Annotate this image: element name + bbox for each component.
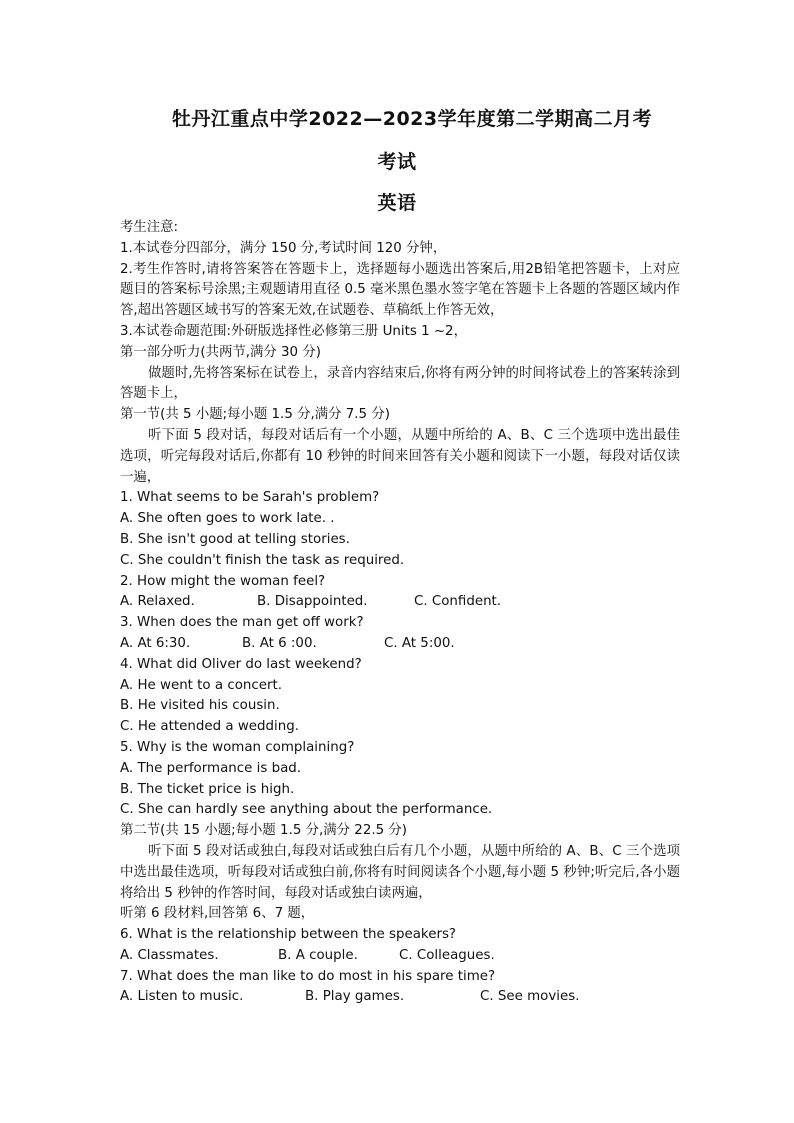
notice-item: 1.本试卷分四部分，满分 150 分,考试时间 120 分钟， [120,240,447,256]
option-2c: C. Confident. [414,594,502,610]
option-3c: C. At 5:00. [384,635,455,651]
option-6b: B. A couple. [278,947,358,963]
part-heading: 第一部分听力(共两节,满分 30 分) [120,344,321,360]
option-4a: A. He went to a concert. [120,677,283,693]
option-4c: C. He attended a wedding. [120,719,299,735]
question-6: 6. What is the relationship between the speakers? [120,927,457,943]
option-7a: A. Listen to music. [120,989,244,1005]
question-4: 4. What did Oliver do last weekend? [120,656,362,672]
option-3b: B. At 6 :00. [242,635,317,651]
option-2b: B. Disappointed. [257,594,368,610]
exam-body [120,218,680,1008]
option-3a: A. At 6:30. [120,635,191,651]
notice-item: 2.考生作答时,请将答案答在答题卡上，选择题每小题选出答案后,用2B铅笔把答题卡，上对应题目的答案标号涂黑;主观题请用直径 0.5 毫米黑色墨水签字笔在答题卡上各题的答题区域内作答,超出答题区域书写的答案无效,在试题卷、草稿纸上作答无效， [120,261,680,319]
notice-item: 3.本试卷命题范围:外研版选择性必修第三册 Units 1 ~2， [120,323,467,339]
option-5b: B. The ticket price is high. [120,781,295,797]
option-6a: A. Classmates. [120,947,219,963]
option-1b: B. She isn't good at telling stories. [120,531,350,547]
exam-title-continued: 考试 [377,151,417,173]
question-1: 1. What seems to be Sarah's problem? [120,490,380,506]
section-instruction: 听下面 5 段对话，每段对话后有一个小题，从题中所给的 A、B、C 三个选项中选出最佳选项，听完每段对话后,你都有 10 秒钟的时间来回答有关小题和阅读下一小题，每段对话仅读一遍， [120,427,680,485]
part-instruction: 做题时,先将答案标在试卷上，录音内容结束后,你将有两分钟的时间将试卷上的答案转涂到答题卡上， [120,365,680,402]
options-row-2 [120,592,680,613]
material-note: 听第 6 段材料,回答第 6、7 题， [120,906,315,922]
option-4b: B. He visited his cousin. [120,698,280,714]
option-5c: C. She can hardly see anything about the performance. [120,802,493,818]
options-row-6 [120,946,680,967]
section-instruction: 听下面 5 段对话或独白,每段对话或独白后有几个小题，从题中所给的 A、B、C 三个选项中选出最佳选项，听每段对话或独白前,你将有时间阅读各个小题,每小题 5 秒钟;听完后,各小题将给出 5 秒钟的作答时间，每段对话或独白读两遍， [120,843,680,901]
section-heading: 第一节(共 5 小题;每小题 1.5 分,满分 7.5 分) [120,407,390,423]
option-7b: B. Play games. [305,989,405,1005]
section-heading: 第二节(共 15 小题;每小题 1.5 分,满分 22.5 分) [120,823,407,839]
option-5a: A. The performance is bad. [120,760,302,776]
question-2: 2. How might the woman feel? [120,573,326,589]
question-3: 3. When does the man get off work? [120,615,364,631]
option-6c: C. Colleagues. [399,947,495,963]
option-1a: A. She often goes to work late. . [120,511,335,527]
options-row-3 [120,634,680,655]
option-7c: C. See movies. [480,989,580,1005]
question-5: 5. Why is the woman complaining? [120,739,355,755]
option-2a: A. Relaxed. [120,594,195,610]
options-row-7 [120,987,680,1008]
exam-title: 牡丹江重点中学2022—2023学年度第二学期高二月考 [171,108,653,130]
subject-title: 英语 [377,192,417,214]
notice-heading: 考生注意: [120,220,179,235]
question-7: 7. What does the man like to do most in his spare time? [120,968,496,984]
option-1c: C. She couldn't finish the task as required. [120,552,405,568]
